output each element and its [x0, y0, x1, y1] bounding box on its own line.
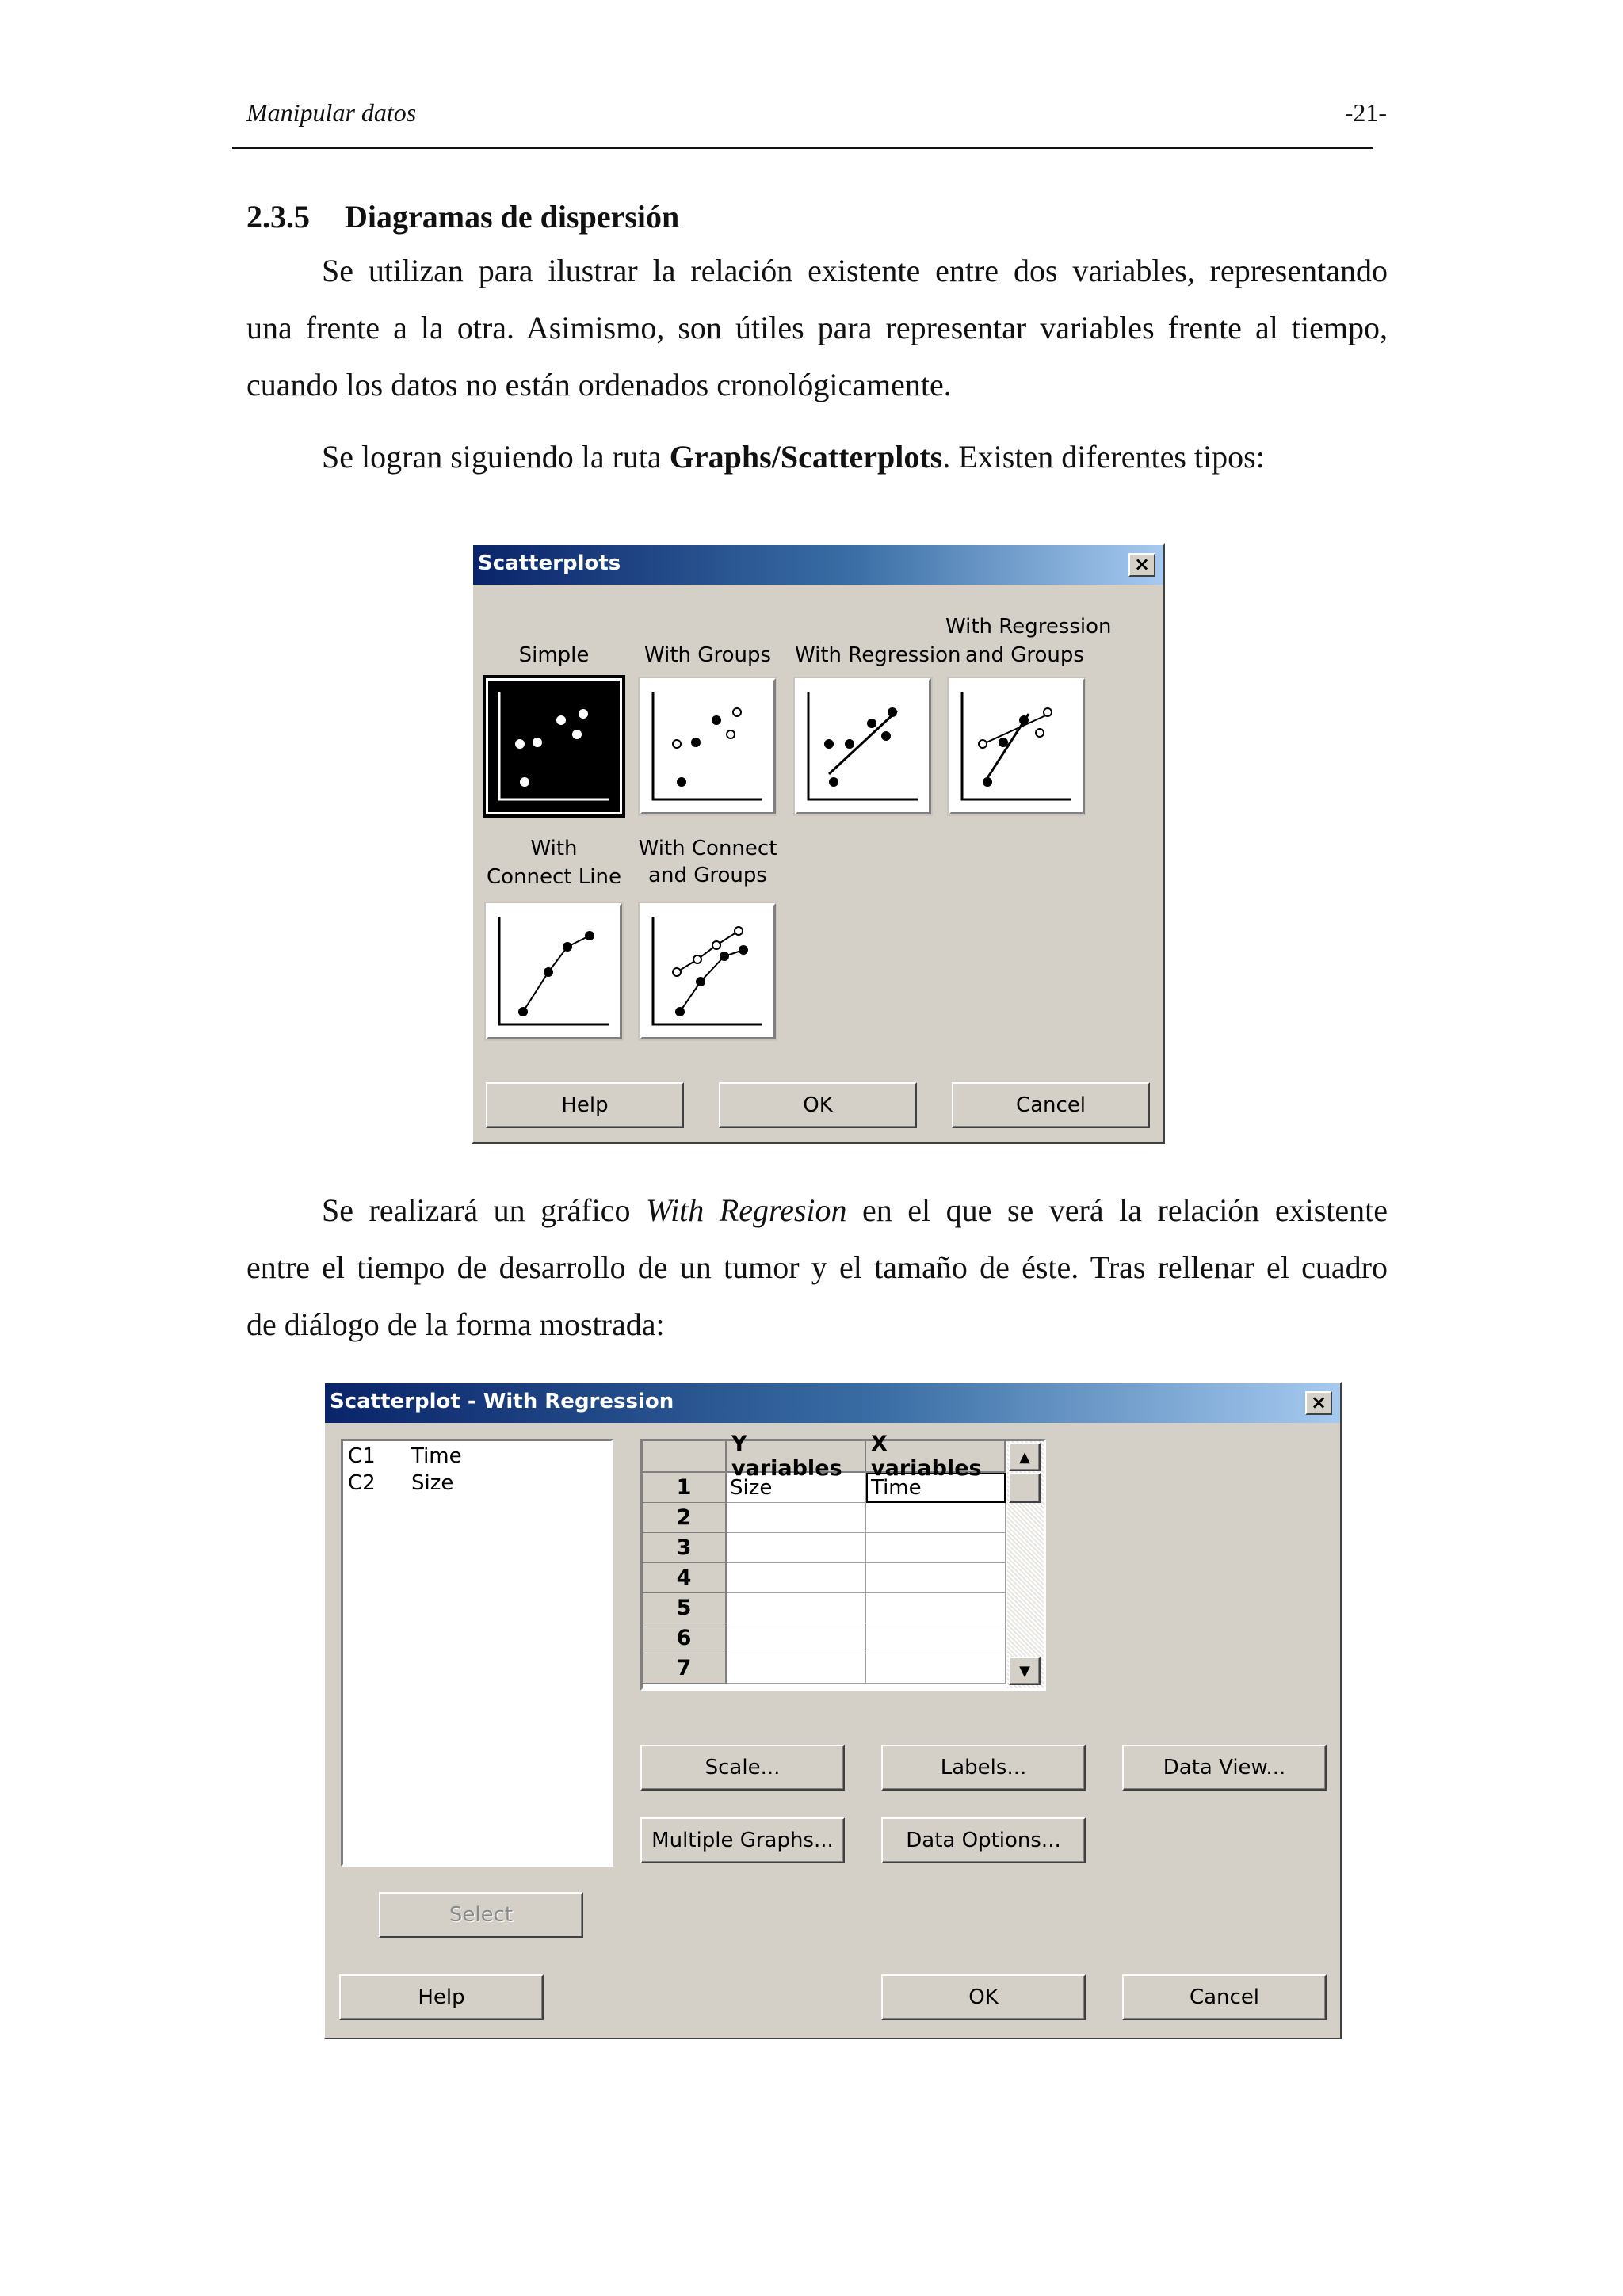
grid-cell-y[interactable] — [727, 1653, 866, 1684]
paragraph-intro-line3: cuando los datos no están ordenados cronológicamente. — [246, 367, 952, 402]
type-label-with-regression: With Regression — [795, 643, 961, 667]
grid-cell-x[interactable] — [866, 1563, 1006, 1593]
close-icon[interactable]: × — [1305, 1391, 1332, 1415]
paragraph-route-after: . Existen diferentes tipos: — [942, 439, 1265, 475]
section-heading — [246, 198, 679, 235]
regression-groups-icon — [951, 681, 1083, 812]
dialog-titlebar — [325, 1383, 1340, 1423]
grid-header-y: Y variables — [727, 1441, 866, 1473]
variables-grid[interactable] — [640, 1432, 1046, 1691]
grid-header-x: X variables — [866, 1441, 1006, 1473]
paragraph-route — [246, 429, 1388, 486]
dialog-title: Scatterplot - With Regression — [330, 1390, 674, 1413]
section-title: Diagramas de dispersión — [345, 199, 680, 235]
ok-button[interactable]: OK — [719, 1082, 917, 1128]
column-list[interactable] — [341, 1439, 613, 1867]
regression-scatter-icon — [797, 681, 929, 812]
grid-cell-x[interactable] — [866, 1623, 1006, 1653]
grid-cell-x[interactable]: Time — [866, 1473, 1006, 1503]
select-button[interactable]: Select — [379, 1892, 583, 1938]
paragraph-intro-line1: Se utilizan para ilustrar la relación existente entre dos variables, representando — [322, 253, 1388, 288]
paragraph-regression-line2: entre el tiempo de desarrollo de un tumor y el tamaño de éste. Tras rellenar el cuadro — [246, 1249, 1388, 1285]
paragraph-regression — [246, 1182, 1388, 1353]
paragraph-regression-line3: de diálogo de la forma mostrada: — [246, 1306, 665, 1342]
column-name[interactable]: Time — [411, 1444, 462, 1468]
help-button[interactable]: Help — [486, 1082, 684, 1128]
running-header-title: Manipular datos — [246, 98, 417, 127]
type-label-with-groups: With Groups — [644, 643, 771, 667]
paragraph-regression-after: en el que se verá la relación existente — [846, 1192, 1388, 1228]
type-label-regression-groups-line2: and Groups — [965, 643, 1084, 667]
scatter-type-with-groups[interactable] — [640, 678, 776, 814]
type-label-simple: Simple — [518, 643, 590, 667]
page-number: -21- — [1344, 98, 1387, 127]
paragraph-regression-italic: With Regresion — [645, 1192, 847, 1228]
scatter-type-regression-groups[interactable] — [949, 678, 1085, 814]
paragraph-regression-before: Se realizará un gráfico — [322, 1192, 646, 1228]
grid-row-number: 2 — [643, 1503, 727, 1533]
scroll-down-icon[interactable]: ▼ — [1009, 1657, 1041, 1685]
grid-cell-y[interactable] — [727, 1593, 866, 1623]
dialog-title: Scatterplots — [478, 551, 621, 575]
scroll-up-icon[interactable]: ▲ — [1009, 1443, 1041, 1471]
paragraph-route-before: Se logran siguiendo la ruta — [322, 439, 670, 475]
cancel-button[interactable]: Cancel — [952, 1082, 1150, 1128]
scatterplots-dialog — [472, 543, 1165, 1144]
grid-cell-x[interactable] — [866, 1653, 1006, 1684]
grid-cell-y[interactable]: Size — [727, 1473, 866, 1503]
scale-button[interactable]: Scale... — [640, 1745, 845, 1791]
column-id[interactable]: C2 — [348, 1471, 376, 1495]
grid-cell-y[interactable] — [727, 1503, 866, 1533]
type-label-connect-groups-line1: With Connect — [638, 837, 777, 860]
section-number: 2.3.5 — [246, 199, 310, 235]
simple-scatter-icon — [488, 681, 620, 812]
grid-cell-x[interactable] — [866, 1593, 1006, 1623]
grid-row-number: 6 — [643, 1623, 727, 1653]
grid-row-number: 1 — [643, 1473, 727, 1503]
multiple-graphs-button[interactable]: Multiple Graphs... — [640, 1817, 845, 1863]
groups-scatter-icon — [642, 681, 773, 812]
data-view-button[interactable]: Data View... — [1122, 1745, 1327, 1791]
grid-cell-x[interactable] — [866, 1533, 1006, 1563]
scatter-type-simple[interactable] — [486, 678, 622, 814]
scroll-thumb[interactable] — [1009, 1473, 1041, 1503]
grid-row-number: 7 — [643, 1653, 727, 1684]
grid-scrollbar[interactable] — [1007, 1441, 1044, 1688]
connect-groups-icon — [642, 906, 773, 1037]
paragraph-intro — [246, 242, 1388, 414]
grid-cell-y[interactable] — [727, 1533, 866, 1563]
grid-cell-x[interactable] — [866, 1503, 1006, 1533]
type-label-connect-line1: With — [530, 837, 578, 860]
cancel-button[interactable]: Cancel — [1122, 1974, 1327, 2020]
header-rule — [232, 147, 1373, 149]
data-options-button[interactable]: Data Options... — [881, 1817, 1086, 1863]
grid-cell-y[interactable] — [727, 1623, 866, 1653]
type-label-regression-groups-line1: With Regression — [945, 615, 1112, 639]
scatter-type-connect-groups[interactable] — [640, 903, 776, 1039]
grid-row-number: 5 — [643, 1593, 727, 1623]
grid-corner — [643, 1441, 727, 1473]
dialog-titlebar — [473, 545, 1163, 585]
connect-line-icon — [488, 906, 620, 1037]
help-button[interactable]: Help — [339, 1974, 544, 2020]
grid-row-number: 4 — [643, 1563, 727, 1593]
menu-path: Graphs/Scatterplots — [669, 439, 943, 475]
type-label-connect-groups-line2: and Groups — [648, 864, 767, 887]
type-label-connect-line2: Connect Line — [487, 865, 621, 889]
grid-cell-y[interactable] — [727, 1563, 866, 1593]
regression-dialog — [323, 1382, 1342, 2039]
scatter-type-with-regression[interactable] — [795, 678, 931, 814]
column-id[interactable]: C1 — [348, 1444, 376, 1468]
column-name[interactable]: Size — [411, 1471, 454, 1495]
labels-button[interactable]: Labels... — [881, 1745, 1086, 1791]
scatter-type-connect-line[interactable] — [486, 903, 622, 1039]
ok-button[interactable]: OK — [881, 1974, 1086, 2020]
close-icon[interactable]: × — [1128, 553, 1155, 577]
paragraph-intro-line2: una frente a la otra. Asimismo, son útiles para representar variables frente al tiempo, — [246, 310, 1388, 345]
grid-row-number: 3 — [643, 1533, 727, 1563]
